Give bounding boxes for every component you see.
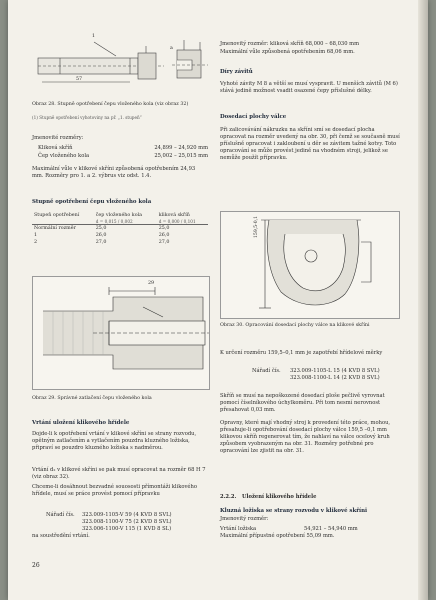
bearing-bore-label: Vrtání ložiska bbox=[220, 526, 257, 532]
gauge-prefix: Nářadí čís. bbox=[252, 368, 281, 374]
tool-line-1: 323.009-1105-V 59 (4 KVD 8 SVL) bbox=[82, 512, 172, 518]
alignment-paragraph: Skříň se musí na nepoškozené dosedací ploše pečlivě vyrovnat pomocí číselníkového úchylkoměru. Při tom nesmí nerovnost přesahovat 0,03 mm. bbox=[220, 393, 385, 413]
tool-prefix: Nářadí čís. bbox=[46, 512, 75, 518]
table-row bbox=[32, 225, 208, 233]
wear-table-header bbox=[32, 212, 208, 219]
figure-29-caption: Obraz 29. Správné zatlačení čepu vloženého kola bbox=[32, 396, 152, 401]
nominal-dimensions-title: Jmenovité rozměry: bbox=[32, 135, 84, 141]
fig28-label-1: 1 bbox=[92, 34, 96, 39]
table-cell: 26,0 bbox=[158, 233, 170, 238]
section-heading-crankshaft: Uložení klikového hřídele bbox=[242, 494, 317, 500]
figure-30-dimension: 159,5-0,1 bbox=[254, 215, 259, 238]
table-cell: 25,0 bbox=[95, 226, 107, 231]
figure-28-caption-note: (1) Stupně opotřebení vyhotoviny na př. „1. stupeň“ bbox=[32, 115, 142, 120]
dim-label: Čep vloženého kola bbox=[38, 153, 90, 159]
tool-line-2: 323.008-1100-V 75 (2 KVD 8 SVL) bbox=[82, 519, 172, 525]
dim-value: 25,002 – 25,015 mm bbox=[154, 153, 208, 159]
max-wear-line: Maximální přípustné opotřebení 55,09 mm. bbox=[220, 533, 335, 539]
table-cell: 27,0 bbox=[95, 240, 107, 245]
cylinder-seat-paragraph: Při zalicovávání nákruzku na skříni smí se dosedací plocha opracovat na rozměr uvedený na obr. 30, při čemž se současně musí příslušně opracovat i zakloubení u děr se závitem tažné kotvy. Toto opracování se může provést jedině na vhodném stroji, jelikož se nemůže použít přípravku. bbox=[220, 127, 400, 161]
wear-table-title: Stupně opotřebení čepu vloženého kola bbox=[32, 199, 152, 205]
tool-final-line: na soustředění vrtání. bbox=[32, 533, 90, 539]
dim-value: 24,899 – 24,920 mm bbox=[154, 145, 208, 151]
page-number: 26 bbox=[32, 562, 40, 569]
repair-shops-paragraph: Opravny, které mají vhodný stroj k provedení této práce, mohou, přesahuje-li opotřebování dosedací plochy válce 159,5 –0,1 mm klikovou skříň regenerovat tím, že nahlaví na válce ocelový kruh způsobem vyobrazeným na obr. 31. Rozměry potřebné pro opracování lze zjistit na obr. 31. bbox=[220, 420, 391, 454]
crank-bore-paragraph-1: Dojde-li k opotřebení vrtání v klikové skříni se strany rozvodu, opětným zatlačením a vytlačením pouzdra kluzného ložiska, připraví se pouzdro kluzného ložiska s nadměrou. bbox=[32, 431, 197, 451]
gauge-line-2: 323.008-1100-L 14 (2 KVD 8 SVL) bbox=[290, 375, 380, 381]
fig29-label-29: 29 bbox=[148, 281, 155, 286]
document-page bbox=[8, 0, 428, 600]
table-cell: 25,0 bbox=[158, 226, 170, 231]
bearing-bore-value: 54,921 – 54,940 mm bbox=[304, 526, 358, 532]
tool-line-3: 323.006-1100-V 115 (1 KVD 8 SL) bbox=[82, 526, 172, 532]
figure-30-frame bbox=[220, 211, 400, 319]
nominal-dimensions-row-1 bbox=[32, 145, 208, 152]
table-cell: 26,0 bbox=[95, 233, 107, 238]
table-header: kliková skříň bbox=[158, 213, 190, 218]
table-cell: 1 bbox=[34, 233, 38, 238]
section-heading-crank-bore: Vrtání uložení klikového hřídele bbox=[32, 420, 130, 426]
determination-paragraph: K určení rozměru 159,5–0,1 mm je zapotřebí hřídelové měrky bbox=[220, 350, 383, 356]
table-cell: 27,0 bbox=[158, 240, 170, 245]
table-header: čep vloženého kola bbox=[95, 213, 142, 218]
nominal-label: Jmenovitý rozměr: bbox=[220, 516, 269, 522]
fig28-label-a: a bbox=[170, 46, 173, 51]
bearing-heading: Kluzná ložiska se strany rozvodu v klikové skříni bbox=[220, 508, 368, 514]
max-clearance-line: Maximální vůle způsobená opotřebením 68,06 mm. bbox=[220, 49, 355, 55]
table-subheader: d = 0,015 / 0,002 bbox=[94, 219, 157, 225]
crank-bore-paragraph-3: Chceme-li dosáhnout bezvadné souososti přímontáži klikového hřídele, musí se práce provést pomocí přípravku bbox=[32, 484, 197, 497]
figure-28-pin-drawing bbox=[32, 36, 210, 98]
table-cell: 2 bbox=[34, 240, 38, 245]
table-cell: Normální rozměr bbox=[34, 226, 76, 231]
figure-30-caption: Obraz 30. Opracování dosedací plochy válce na klikové skříni bbox=[220, 323, 370, 328]
section-number: 2.2.2. bbox=[220, 494, 237, 500]
page-gutter-shadow bbox=[418, 0, 428, 600]
max-clearance-paragraph: Maximální vůle v klikové skříni způsobená opotřebením 24,93 mm. Rozměry pro 1. a 2. výbrus viz odst. 1.4. bbox=[32, 166, 196, 179]
wear-table bbox=[32, 212, 208, 246]
table-row bbox=[32, 239, 208, 246]
threads-paragraph: Vyhoté závity M 8 a větší se musí vyspravit. U menších závitů (M 6) stává jedině možnost vsadit osazené čepy příslušné délky. bbox=[220, 81, 398, 94]
section-heading-threads: Díry závitů bbox=[220, 69, 253, 75]
table-row bbox=[32, 232, 208, 239]
figure-30-drawing bbox=[221, 212, 399, 318]
table-header: Stupeň opotřebení bbox=[34, 213, 80, 218]
dim-label: Kliková skříň bbox=[38, 145, 73, 151]
nominal-dimensions-row-2 bbox=[32, 153, 208, 160]
section-heading-cylinder-seat: Dosedací plochy válce bbox=[220, 114, 287, 120]
crank-bore-paragraph-2: Vrtání d₂ v klikové skříni se pak musí opracovat na rozměr 68 H 7 (viz obraz 32). bbox=[32, 467, 206, 480]
nominal-dimension-line: Jmenovitý rozměr: kliková skříň 68,000 – 68,030 mm bbox=[220, 41, 360, 47]
table-subheader: d = 0,000 / 0,101 bbox=[157, 219, 208, 225]
fig28-label-57: 57 bbox=[76, 77, 83, 82]
figure-28-caption: Obraz 28. Stupně opotřebení čepu vloženého kola (viz obraz 32) bbox=[32, 102, 189, 107]
figure-29-drawing bbox=[33, 277, 209, 389]
figure-29-frame bbox=[32, 276, 210, 390]
gauge-line-1: 323.009-1105-L 15 (4 KVD 8 SVL) bbox=[290, 368, 380, 374]
